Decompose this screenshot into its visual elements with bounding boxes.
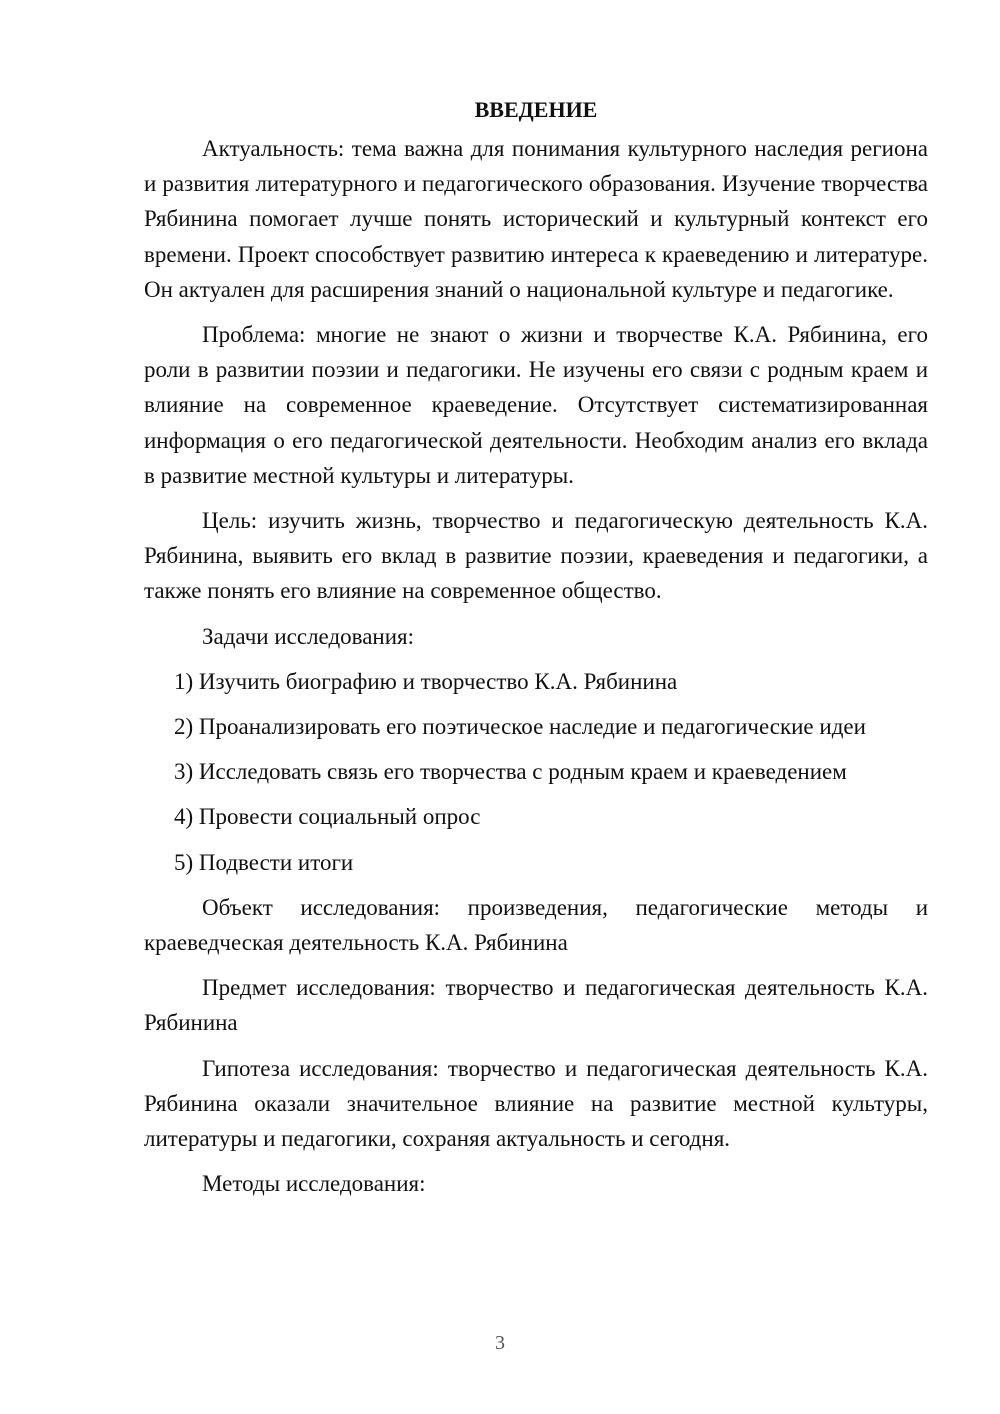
task-item-5: 5) Подвести итоги	[174, 849, 354, 875]
hypothesis-paragraph: Гипотеза исследования: творчество и педагогическая деятельность К.А. Рябинина оказали значительное влияние на развитие местной культуры, литературы и педагогики, сохраняя актуальность и сегодня.	[144, 1055, 928, 1152]
goal-paragraph: Цель: изучить жизнь, творчество и педагогическую деятельность К.А. Рябинина, выявить его вклад в развитие поэзии, краеведения и педагогики, а также понять его влияние на современное общество.	[144, 508, 928, 604]
page-title: ВВЕДЕНИЕ	[474, 97, 598, 122]
page-number: 3	[495, 1332, 505, 1354]
tasks-heading: Задачи исследования:	[202, 623, 415, 649]
task-item-4: 4) Провести социальный опрос	[174, 804, 481, 830]
object-paragraph: Объект исследования: произведения, педагогические методы и краеведческая деятельность К.А. Рябинина	[144, 894, 928, 956]
relevance-paragraph: Актуальность: тема важна для понимания культурного наследия региона и развития литературного и педагогического образования. Изучение творчества Рябинина помогает лучше понять исторический и культурный контекст его времени. Проект способствует развитию интереса к краеведению и литературе. Он актуален для расширения знаний о национальной культуре и педагогике.	[144, 136, 928, 302]
problem-paragraph: Проблема: многие не знают о жизни и творчестве К.А. Рябинина, его роли в развитии поэзии и педагогики. Не изучены его связи с родным краем и влияние на современное краеведение. Отсутствует систематизированная информация о его педагогической деятельности. Необходим анализ его вклада в развитие местной культуры и литературы.	[144, 322, 928, 488]
task-item-2: 2) Проанализировать его поэтическое наследие и педагогические идеи	[174, 714, 866, 740]
document-page	[144, 92, 928, 1211]
task-item-1: 1) Изучить биографию и творчество К.А. Рябинина	[174, 668, 678, 694]
task-item-3: 3) Исследовать связь его творчества с родным краем и краеведением	[174, 759, 847, 785]
methods-heading: Методы исследования:	[202, 1171, 426, 1197]
subject-paragraph: Предмет исследования: творчество и педагогическая деятельность К.А. Рябинина	[144, 975, 928, 1036]
